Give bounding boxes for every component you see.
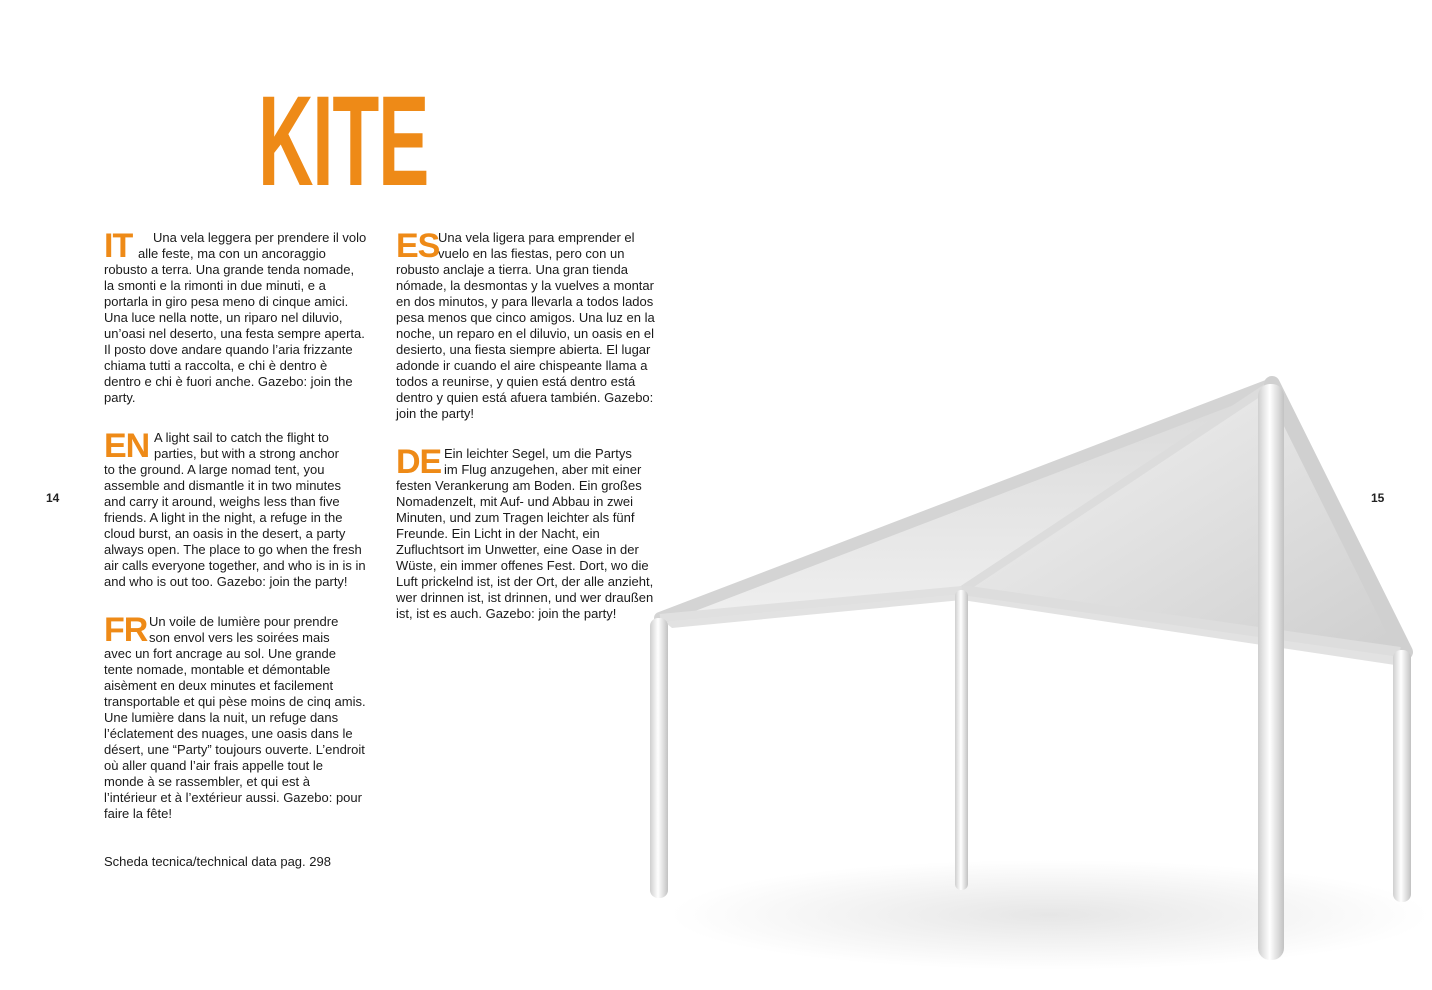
gazebo-photo	[640, 370, 1432, 990]
paragraph-body: to the ground. A large nomad tent, you assemble and dismantle it in two minutes and carry it around, weighs less than five friends. A light in the night, a refuge in the cloud burst, an oasis in the desert, a party always open. The place to go when the fresh air calls everyone together, and who is in is in and who is out too. Gazebo: join the party!	[104, 462, 366, 589]
paragraph-spanish	[396, 227, 658, 422]
paragraph-line: alle feste, ma con un ancoraggio	[138, 246, 326, 261]
paragraph-line: im Flug anzugehen, aber mit einer	[444, 462, 642, 477]
page-title: KITE	[258, 70, 429, 213]
paragraph-italian	[104, 227, 367, 406]
paragraph-french	[104, 611, 366, 822]
text-column-middle	[396, 227, 658, 646]
paragraph-line: Una vela leggera per prendere il volo	[153, 230, 367, 245]
language-code-de: DE	[396, 443, 442, 481]
paragraph-body: avec un fort ancrage au sol. Une grande tente nomade, montable et démontable aisèment en deux minutes et facilement transportable et qui pèse moins de cinq amis. Une lumière dans la nuit, un refuge dans l’éclatement des nuages, une oasis dans le désert, une “Party” toujours ouverte. L’endroit où aller quand l’air frais appelle tout le monde à se rassembler, et qui est à l’intérieur et à l’extérieur aussi. Gazebo: pour faire la fête!	[104, 646, 366, 821]
language-code-en: EN	[104, 427, 150, 465]
language-code-it: IT	[104, 227, 133, 265]
technical-data-reference: Scheda tecnica/technical data pag. 298	[104, 854, 331, 869]
paragraph-line: Un voile de lumière pour prendre	[149, 614, 339, 629]
page-number-right: 15	[1371, 491, 1385, 505]
paragraph-line: Una vela ligera para emprender el	[438, 230, 635, 245]
text-column-left	[104, 227, 367, 846]
language-code-fr: FR	[104, 611, 148, 649]
paragraph-body: festen Verankerung am Boden. Ein großes Nomadenzelt, mit Auf- und Abbau in zwei Minuten, und zum Tragen leichter als fünf Freunde. Ein Licht in der Nacht, ein Zufluchtsort im Unwetter, eine Oase in der Wüste, ein immer offenes Fest. Dort, wo die Luft prickelnd ist, ist der Ort, der alle anzieht, wer drinnen ist, ist drinnen, und wer draußen ist, ist es auch. Gazebo: join the party!	[396, 478, 654, 621]
paragraph-line: vuelo en las fiestas, pero con un	[438, 246, 625, 261]
paragraph-line: son envol vers les soirées mais	[149, 630, 330, 645]
paragraph-line: parties, but with a strong anchor	[154, 446, 339, 461]
paragraph-line: Ein leichter Segel, um die Partys	[444, 446, 632, 461]
page-number-left: 14	[46, 491, 60, 505]
paragraph-body: robusto a terra. Una grande tenda nomade, la smonti e la rimonti in due minuti, e a portarla in giro pesa meno di cinque amici. Una luce nella notte, un riparo nel diluvio, un’oasi nel deserto, una festa sempre aperta. Il posto dove andare quando l’aria frizzante chiama tutti a raccolta, e chi è dentro è dentro e chi è fuori anche. Gazebo: join the party.	[104, 262, 365, 405]
paragraph-english	[104, 427, 366, 590]
paragraph-german	[396, 443, 658, 622]
paragraph-line: A light sail to catch the flight to	[154, 430, 329, 445]
language-code-es: ES	[396, 227, 440, 265]
paragraph-body: robusto anclaje a tierra. Una gran tienda nómade, la desmontas y la vuelves a montar en dos minutos, y para llevarla a todos lados pesa menos que cinco amigos. Una luz en la noche, un reparo en el diluvio, un oasis en el desierto, una fiesta siempre abierta. El lugar adonde ir cuando el aire chispeante llama a todos a reunirse, y quien está dentro está dentro y quien está afuera también. Gazebo: join the party!	[396, 262, 655, 421]
